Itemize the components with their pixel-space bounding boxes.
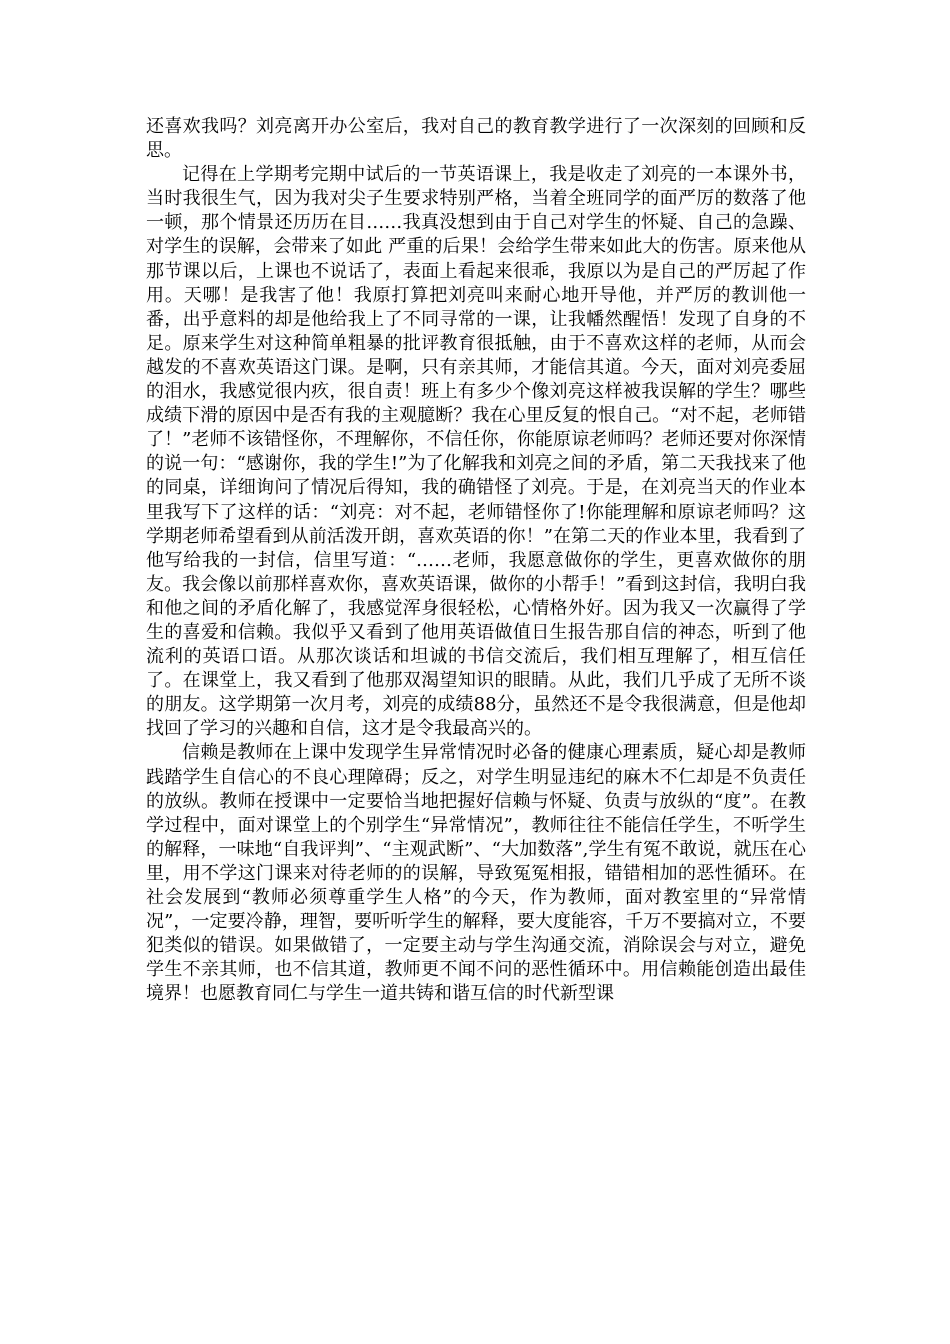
document-page — [146, 115, 806, 1006]
paragraph-continuation: 还喜欢我吗？刘亮离开办公室后，我对自己的教育教学进行了一次深刻的回顾和反思。 — [146, 116, 806, 162]
paragraph-reflection: 信赖是教师在上课中发现学生异常情况时必备的健康心理素质，疑心却是教师践踏学生自信心的不良心理障碍；反之，对学生明显违纪的麻木不仁却是不负责任的放纵。教师在授课中一定要恰当地把握好信赖与怀疑、负责与放纵的“度”。在教学过程中，面对课堂上的个别学生“异常情况”，教师往往不能信任学生，不听学生的解释，一味地“自我评判”、“主观武断”、“大加数落”,学生有冤不敢说，就压在心里，用不学这门课来对待老师的的误解，导致冤冤相报，错错相加的恶性循环。在社会发展到“教师必须尊重学生人格”的今天，作为教师，面对教室里的“异常情况”，一定要冷静，理智，要听听学生的解释，要大度能容，千万不要搞对立，不要犯类似的错误。如果做错了，一定要主动与学生沟通交流，消除误会与对立，避免学生不亲其师，也不信其道，教师更不闻不问的恶性循环中。用信赖能创造出最佳境界！也愿教育同仁与学生一道共铸和谐互信的时代新型课 — [146, 742, 806, 1005]
paragraph-story: 记得在上学期考完期中试后的一节英语课上，我是收走了刘亮的一本课外书，当时我很生气，因为我对尖子生要求特别严格，当着全班同学的面严厉的数落了他一顿，那个情景还历历在目……我真没想到由于自己对学生的怀疑、自己的急躁、对学生的误解，会带来了如此 严重的后果！会给学生带来如此大的伤害。原来他从那节课以后，上课也不说话了，表面上看起来很乖，我原以为是自己的严厉起了作用。天哪！是我害了他！我原打算把刘亮叫来耐心地开导他，并严厉的教训他一番，出乎意料的却是他给我上了不同寻常的一课，让我幡然醒悟！发现了自身的不足。原来学生对这种简单粗暴的批评教育很抵触，由于不喜欢这样的老师，从而会越发的不喜欢英语这门课。是啊，只有亲其师，才能信其道。今天，面对刘亮委屈的泪水，我感觉很内疚，很自责！班上有多少个像刘亮这样被我误解的学生？哪些成绩下滑的原因中是否有我的主观臆断？我在心里反复的恨自己。“对不起，老师错了！”老师不该错怪你，不理解你，不信任你，你能原谅老师吗？老师还要对你深情的说一句：“感谢你，我的学生!”为了化解我和刘亮之间的矛盾，第二天我找来了他的同桌，详细询问了情况后得知，我的确错怪了刘亮。于是，在刘亮当天的作业本里我写下了这样的话：“刘亮：对不起，老师错怪你了!你能理解和原谅老师吗？这学期老师希望看到从前活泼开朗，喜欢英语的你！”在第二天的作业本里，我看到了他写给我的一封信，信里写道：“……老师，我愿意做你的学生，更喜欢做你的朋友。我会像以前那样喜欢你，喜欢英语课，做你的小帮手！”看到这封信，我明白我和他之间的矛盾化解了，我感觉浑身很轻松，心情格外好。因为我又一次赢得了学生的喜爱和信赖。我似乎又看到了他用英语做值日生报告那自信的神态，听到了他流利的英语口语。从那次谈话和坦诚的书信交流后，我们相互理解了，相互信任了。在课堂上，我又看到了他那双渴望知识的眼睛。从此，我们几乎成了无所不谈的朋友。这学期第一次月考，刘亮的成绩88分，虽然还不是令我很满意，但是他却找回了学习的兴趣和自信，这才是令我最高兴的。 — [146, 164, 806, 740]
